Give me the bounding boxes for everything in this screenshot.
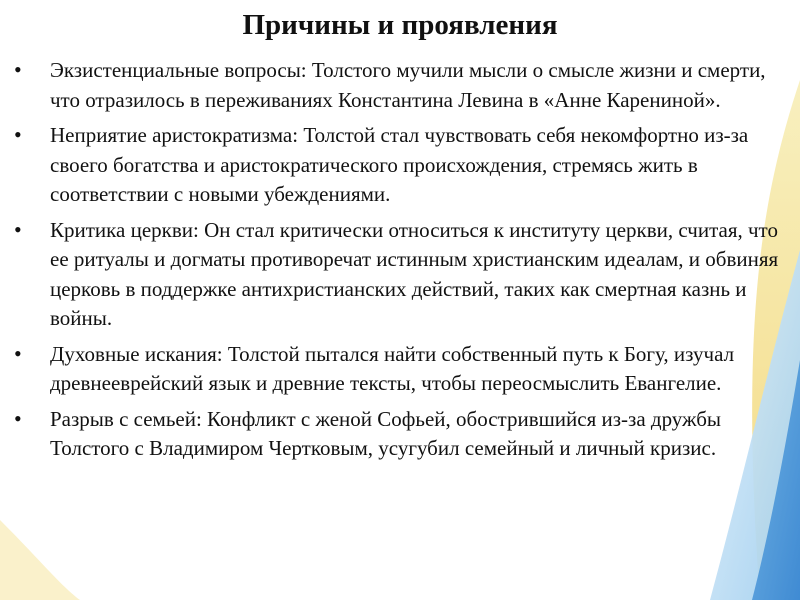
bullet-icon: •: [14, 57, 22, 82]
bullet-icon: •: [14, 216, 22, 242]
bullet-item-church: [0, 216, 800, 334]
bullet-item-family: [0, 405, 800, 464]
bullet-item-existential: [0, 56, 800, 115]
bullet-icon: •: [14, 340, 22, 366]
yellow-corner-shape: [0, 520, 80, 600]
bullet-item-spiritual: [0, 340, 800, 399]
bullet-text: Экзистенциальные вопросы: Толстого мучили мысли о смысле жизни и смерти, что отразилось в переживаниях Константина Левина в «Анне Карениной».: [50, 58, 766, 112]
bullet-icon: •: [14, 405, 22, 431]
bullet-text: Разрыв с семьей: Конфликт с женой Софьей, обострившийся из-за дружбы Толстого с Владимиром Чертковым, усугубил семейный и личный кризис.: [50, 406, 722, 460]
bullet-icon: •: [14, 122, 22, 147]
bullet-text: Критика церкви: Он стал критически относиться к институту церкви, считая, что ее ритуалы и догматы противоречат истинным христианским идеалам, и обвиняя церковь в поддержке антихристианских действий, таких как смертная казнь и войны.: [50, 217, 779, 330]
bullet-item-aristocracy: [0, 121, 800, 210]
bullet-text: Неприятие аристократизма: Толстой стал чувствовать себя некомфортно из-за своего богатства и аристократического происхождения, стремясь жить в соответствии с новыми убеждениями.: [50, 123, 749, 206]
bullet-text: Духовные искания: Толстой пытался найти собственный путь к Богу, изучал древнееврейский язык и древние тексты, чтобы переосмыслить Евангелие.: [50, 341, 735, 395]
slide-title: Причины и проявления: [242, 9, 558, 41]
bullet-list: [0, 56, 800, 470]
